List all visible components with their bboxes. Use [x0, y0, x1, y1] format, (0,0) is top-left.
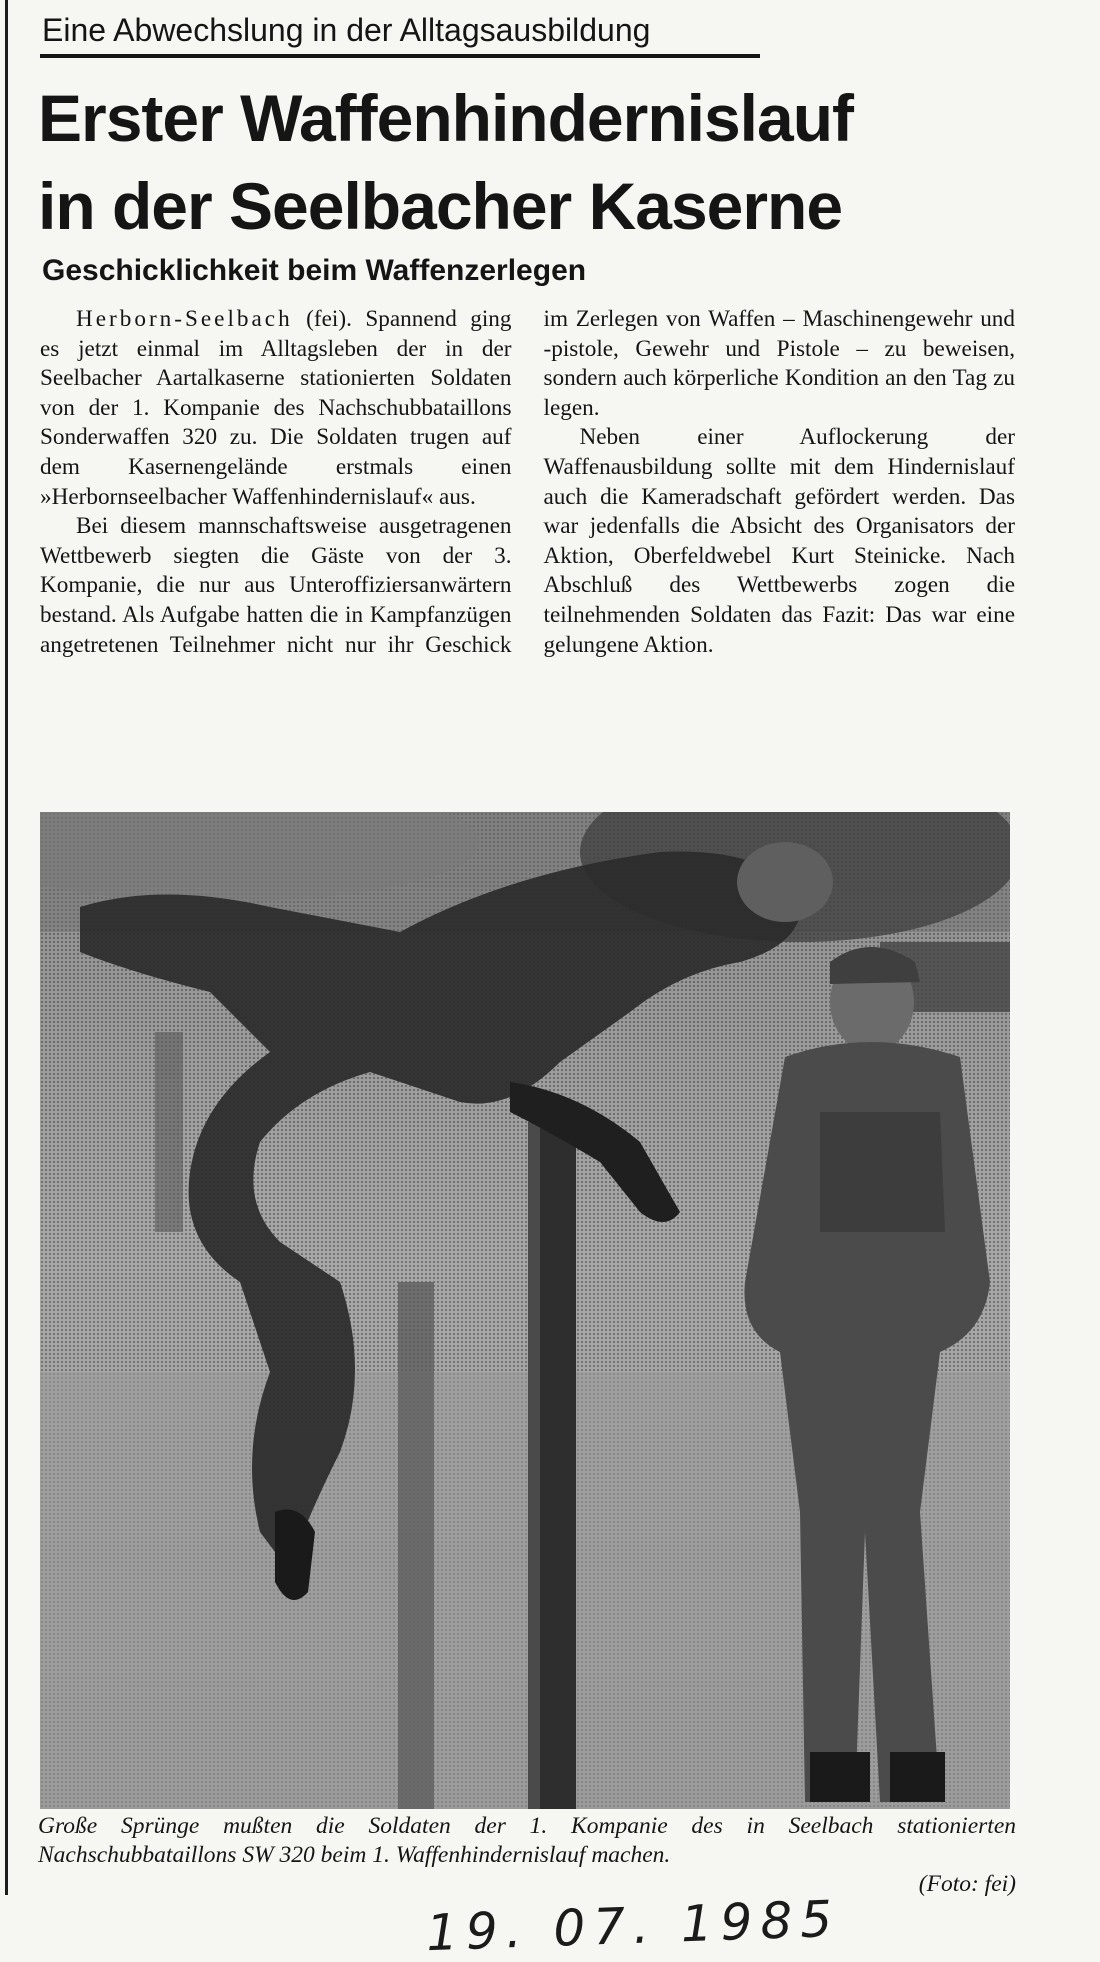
article-paragraph-1: [40, 305, 512, 512]
headline-line-1: Erster Waffenhindernislauf: [38, 81, 854, 155]
paragraph-1-text: (fei). Spannend ging es jetzt einmal im Alltagsleben der in der Seelbacher Aartalkaserne stationierten Soldaten von der 1. Kompanie des Nachschubbataillons Sonderwaffen 320 zu. Die Soldaten trugen auf dem Kasernengelände erstmals einen »Herbornseelbacher Waffenhindernislauf« aus.: [40, 306, 512, 510]
kicker-line: Eine Abwechslung in der Alltagsausbildung: [42, 12, 651, 48]
headline-line-2: in der Seelbacher Kaserne: [38, 169, 843, 243]
photo-illustration: [40, 812, 1010, 1809]
press-photo-obstacle-course: [40, 812, 1010, 1809]
article-body: [40, 305, 1015, 660]
dateline: Herborn-Seelbach: [76, 306, 293, 332]
handwritten-date: 19. 07. 1985: [425, 1889, 841, 1962]
article-paragraph-2: Bei diesem mannschaftsweise ausgetragenen Wettbewerb siegten die Gäste von der 3. Kompanie, die nur aus Unteroffiziersanwärtern bestand. Als Aufgabe hatten die in Kampfanzügen angetretenen Teilnehmer nicht nur ihr Geschick im Zerlegen von Waffen – Maschinengewehr und -pistole, Gewehr und Pistole – zu beweisen, sondern auch körperliche Kondition an den Tag zu legen.: [40, 306, 1015, 658]
article-paragraph-3: Neben einer Auflockerung der Waffenausbildung sollte mit dem Hindernislauf auch die Kameradschaft gefördert werden. Das war jedenfalls die Absicht des Organisators der Aktion, Oberfeldwebel Kurt Steinicke. Nach Abschluß des Wettbewerbs zogen die teilnehmenden Soldaten das Fazit: Das war eine gelungene Aktion.: [543, 424, 1015, 658]
subheadline: Geschicklichkeit beim Waffenzerlegen: [42, 254, 587, 287]
photo-caption: Große Sprünge mußten die Soldaten der 1. Kompanie des in Seelbach stationierten Nachschubbataillons SW 320 beim 1. Waffenhindernislauf machen.: [38, 1813, 1016, 1868]
kicker-underline: [40, 54, 760, 58]
headline: [38, 74, 853, 250]
photo-credit: (Foto: fei): [918, 1871, 1016, 1897]
left-column-rule: [5, 0, 8, 1895]
